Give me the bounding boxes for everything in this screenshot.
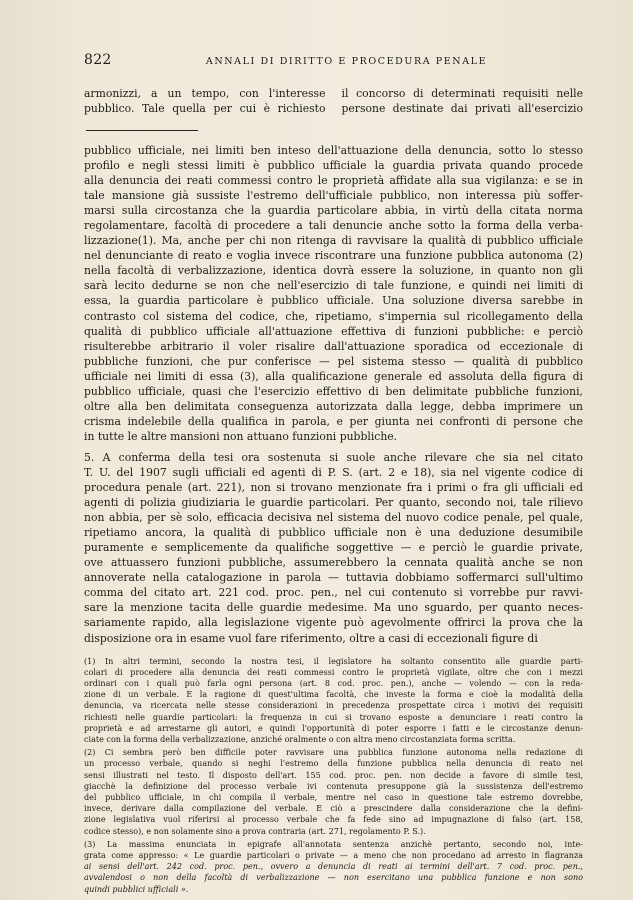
text-line: armonizzi, a un tempo, con l'interesse	[84, 87, 326, 100]
text-line: zione legislativa vuol riferirsi al processo verbale che fa fede sino ad impugnazione di falso (art. 158,	[84, 815, 583, 825]
text-line: ciate con la forma della verbalizzazione, anziché oralmente o con altra meno circostanziata forma scritta.	[84, 734, 516, 744]
text-line: non abbia, per sè solo, efficacia decisiva nel sistema del nuovo codice penale, pel quale,	[84, 511, 583, 525]
text-line: essa, la guardia particolare è pubblico ufficiale. Una soluzione diversa sarebbe in	[84, 294, 583, 308]
text-line: qualità di pubblico ufficiale all'attuazione effettiva di funzioni pubbliche: e perciò	[84, 324, 583, 338]
text-line: (1) In altri termini, secondo la nostra tesi, il legislatore ha soltanto consentito alle guardie parti-	[84, 656, 583, 666]
text-line: sare la menzione tacita delle guardie medesime. Ma uno sguardo, per quanto neces-	[84, 601, 583, 615]
text-line: agenti di polizia giudiziaria le guardie particolari. Per quanto, secondo noi, tale rilievo	[84, 496, 583, 510]
text-line: 5. A conferma della tesi ora sostenuta si suole anche rilevare che sia nel citato	[84, 450, 583, 464]
text-line: colari di procedere alla denuncia dei reati commessi contro le proprietà vigilate, oltre che con i mezzi	[84, 667, 583, 677]
text-line: sensi illustrati nel testo. Il disposto dell'art. 155 cod. proc. pen. non decide a favore di simile tesi,	[84, 770, 583, 780]
text-line: (3) La massima enunciata in epigrafe all'annotata sentenza anzichè pertanto, secondo noi, inte-	[84, 839, 583, 849]
text-line: pubbliche funzioni, che pur conferisce — pel sistema stesso — qualità di pubblico	[84, 354, 583, 368]
footnote-3	[84, 839, 583, 895]
text-line: un processo verbale, quando si neghi l'estremo della funzione pubblica nella denuncia di reato nei	[84, 759, 583, 769]
text-line: pubblico. Tale quella per cui è richiesto	[84, 102, 326, 115]
text-line: invece, derivare dalla compilazione del verbale. E ciò a prescindere dalla considerazione che la defini-	[84, 804, 583, 814]
text-line: puramente e semplicemente da qualifiche soggettive — e perciò le guardie private,	[84, 541, 583, 555]
text-line: ai sensi dell'art. 242 cod. proc. pen., ovvero a denuncia di reati ai termini dell'art. 7 cod. proc. pen.,	[84, 862, 583, 872]
text-line: ove attuassero funzioni pubbliche, assumerebbero la cennata qualità anche se non	[84, 556, 583, 570]
text-line: regolamentare, facoltà di procedere a tali denuncie anche sotto la forma della verba-	[84, 219, 583, 233]
text-line: nella facoltà di verbalizzazione, identica dovrà essere la soluzione, in quanto non gli	[84, 264, 583, 278]
text-line: ufficiale nei limiti di essa (3), alla qualificazione generale ed assoluta della figura di	[84, 369, 583, 383]
text-line: sariamente rapido, alla legislazione vigente può agevolmente offrirci la prova che la	[84, 616, 583, 630]
footnote-2	[84, 747, 583, 837]
text-line: T. U. del 1907 sugli ufficiali ed agenti di P. S. (art. 2 e 18), sia nel vigente codice di	[84, 465, 583, 479]
text-line: crisma indelebile della qualifica in parola, e per giunta nei confronti di persone che	[84, 414, 583, 428]
text-line: avvalendosi o non della facoltà di verbalizzazione — non esercitano una pubblica funzione e non sono	[84, 873, 583, 883]
page-header	[84, 52, 583, 74]
text-line: zione di un verbale. E la ragione di quest'ultima facoltà, che investe la forma e cioè la modalità della	[84, 690, 583, 700]
text-line: quindi pubblici ufficiali ».	[84, 884, 189, 894]
text-line: tale mansione già sussiste l'estremo dell'ufficiale pubblico, non interessa più soffer-	[84, 189, 583, 203]
text-line: grata come appresso: « Le guardie particolari o private — a meno che non procedano ad arresto in flagranza	[84, 851, 583, 860]
section-divider	[86, 130, 198, 131]
text-line: lizzazione(1). Ma, anche per chi non ritenga di ravvisare la qualità di pubblico ufficiale	[84, 234, 583, 248]
footnote-1	[84, 656, 583, 746]
text-line: richiesti nelle guardie particolari: la frequenza in cui si trovano esposte a denunciare i reati contro la	[84, 712, 583, 722]
text-line: annoverate nella catalogazione in parola — tuttavia dobbiamo soffermarci sull'ultimo	[84, 571, 583, 585]
text-line: il concorso di determinati requisiti nelle	[341, 87, 583, 100]
text-line: proprietà e ad arrestarne gli autori, e quindi l'opportunità di poter esporre i fatti e le circostanze denun-	[84, 723, 583, 733]
text-line: denuncia, va ricercata nelle stesse considerazioni in precedenza prospettate circa i motivi dei requisiti	[84, 701, 583, 711]
text-line: pubblico ufficiale, quasi che l'esercizio effettivo di ben delimitate pubbliche funzioni,	[84, 384, 583, 398]
text-line: marsi sulla circostanza che la guardia particolare abbia, in virtù della citata norma	[84, 204, 583, 218]
top-right-column	[342, 86, 584, 116]
text-line: contrasto col sistema del codice, che, ripetiamo, s'impernia sul ricollegamento della	[84, 309, 583, 323]
top-columns	[84, 86, 583, 116]
text-line: giacchè la definizione del processo verbale ivi contenuta presuppone già la sussistenza dell'estremo	[84, 781, 583, 791]
text-line: del pubblico ufficiale, in chi compila il verbale, mentre nel caso in questione tale estremo dovrebbe,	[84, 792, 583, 802]
text-line: sarà lecito dedurne se non che nell'esercizio di tale funzione, e quindi nei limiti di	[84, 279, 583, 293]
text-line: pubblico ufficiale, nei limiti ben inteso dell'attuazione della denuncia, sotto lo stesso	[84, 144, 583, 157]
text-line: nel denunciante di reato e voglia invece riscontrare una funzione pubblica autonoma (2)	[84, 249, 583, 263]
text-line: disposizione ora in esame vuol fare riferimento, oltre a casi di eccezionali figure di	[84, 631, 538, 645]
text-line: ripetiamo ancora, la qualità di pubblico ufficiale non è una deduzione desumibile	[84, 526, 583, 540]
page-number: 822	[84, 52, 112, 68]
text-line: profilo e negli stessi limiti è pubblico ufficiale la guardia privata quando procede	[84, 159, 583, 173]
body-paragraph-1	[84, 143, 583, 444]
text-line: in tutte le altre mansioni non attuano funzioni pubbliche.	[84, 429, 398, 443]
running-head: ANNALI DI DIRITTO E PROCEDURA PENALE	[205, 56, 488, 67]
text-line: persone destinate dai privati all'esercizio	[341, 102, 583, 115]
text-line: ordinari con i quali può farla ogni persona (art. 8 cod. proc. pen.), anche — volendo — con la reda-	[84, 678, 583, 688]
text-line: codice stesso), e non solamente sino a prova contraria (art. 271, regolamento P. S.).	[84, 826, 426, 836]
text-line: risulterebbe arbitrario il voler risalire dall'attuazione sporadica od eccezionale di	[84, 339, 583, 353]
footnotes	[84, 656, 583, 895]
body-paragraph-2	[84, 450, 583, 646]
text-line: procedura penale (art. 221), non si trovano menzionate fra i primi o fra gli ufficiali ed	[84, 481, 583, 495]
text-line: comma del citato art. 221 cod. proc. pen., nel cui contenuto si vorrebbe pur ravvi-	[84, 586, 583, 600]
text-line: oltre alla ben delimitata conseguenza autorizzata dalla legge, debba imprimere un	[84, 399, 583, 413]
text-line: (2) Ci sembra però ben difficile poter ravvisare una pubblica funzione autonoma nella redazione di	[84, 748, 583, 758]
text-line: alla denuncia dei reati commessi contro le proprietà affidate alla sua vigilanza: e se in	[84, 174, 583, 188]
top-left-column	[84, 86, 326, 116]
